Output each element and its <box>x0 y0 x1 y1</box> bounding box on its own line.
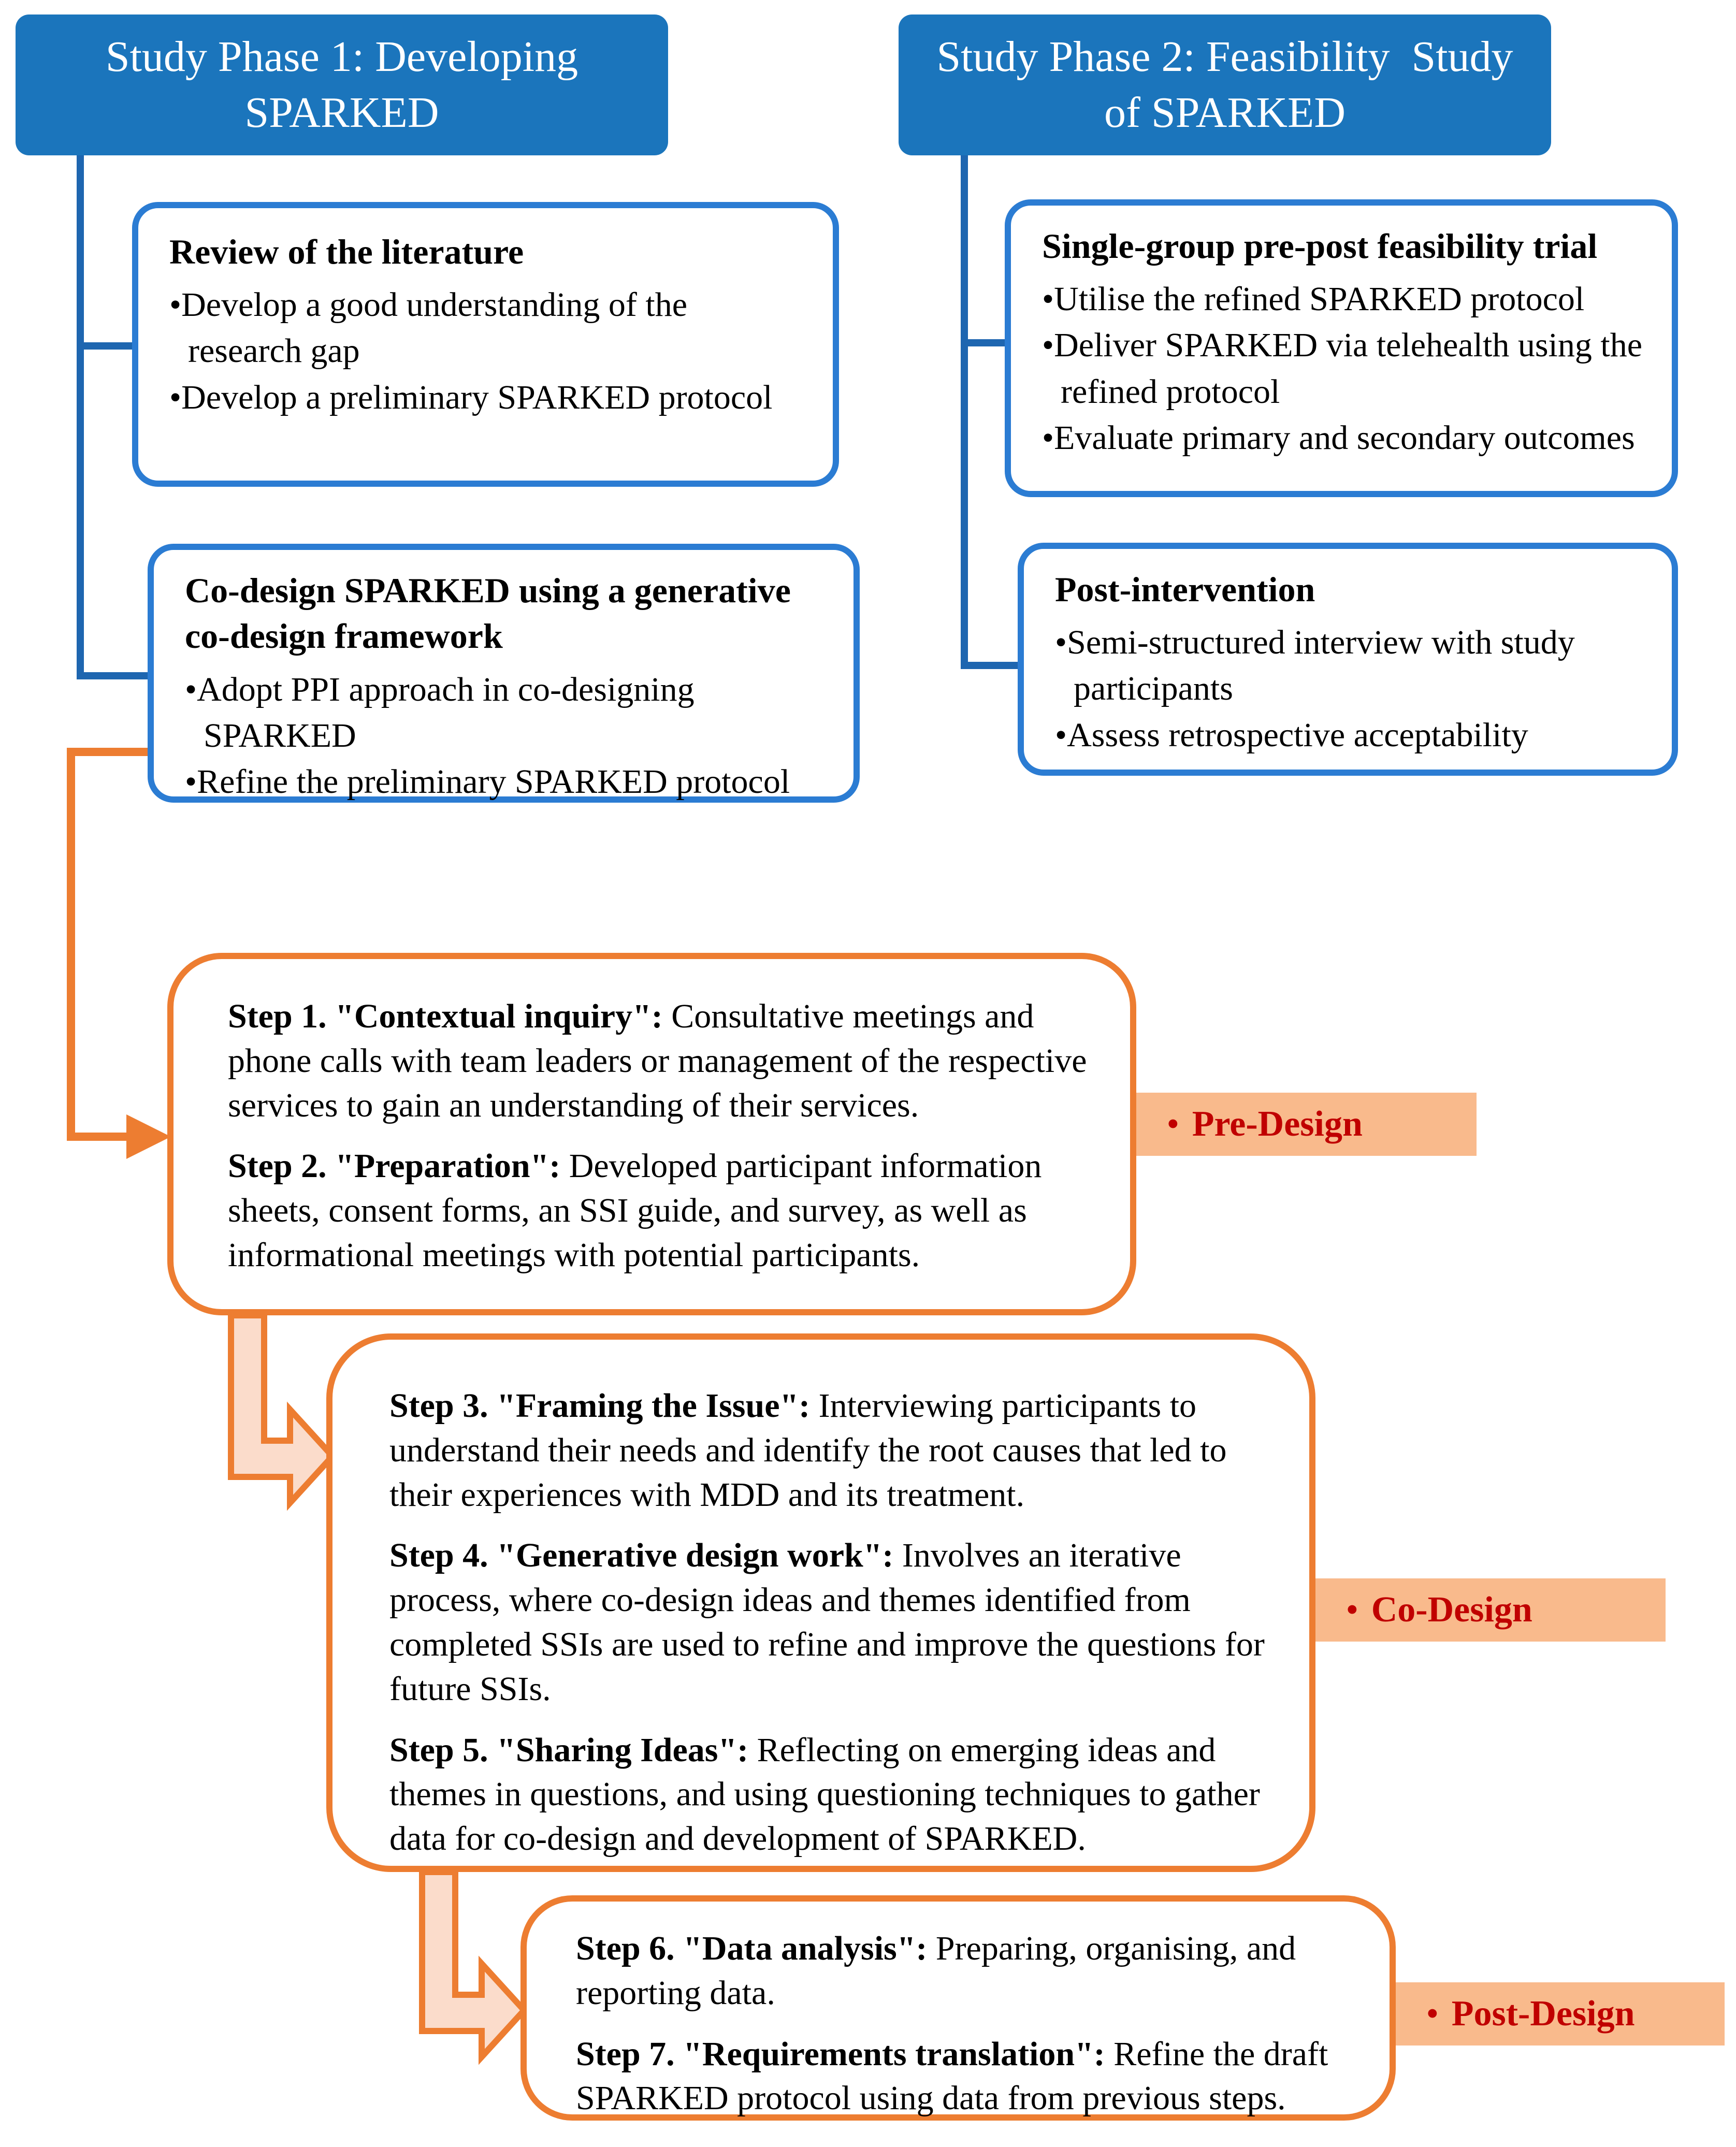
bullet-item <box>185 666 830 759</box>
step-label: Step 7. "Requirements translation": <box>576 2035 1105 2073</box>
co-design-steps <box>389 1384 1281 1861</box>
co-design-label-band <box>1315 1578 1666 1642</box>
codesign-box-bullets <box>185 666 830 805</box>
bullet-item <box>1042 322 1651 414</box>
bullet-item <box>185 759 830 805</box>
feasibility-trial-box <box>1005 199 1678 497</box>
bullet-text: Assess retrospective acceptability <box>1067 716 1528 754</box>
post-design-steps-box <box>520 1895 1396 2121</box>
bullet-text: Evaluate primary and secondary outcomes <box>1054 418 1635 457</box>
phase2-header-line2: of SPARKED <box>1104 89 1346 137</box>
post-intervention-title: Post-intervention <box>1055 570 1315 609</box>
bullet-marker: • <box>169 378 182 416</box>
pre-design-label-band <box>1136 1093 1477 1156</box>
bullet-marker: • <box>1042 280 1054 318</box>
pre-design-steps-box <box>167 953 1136 1315</box>
bullet-marker: • <box>1055 716 1067 754</box>
post-intervention-bullets <box>1055 619 1651 758</box>
step-text: Involves an iterative process, where co-design ideas and themes identified from completed SSIs are used to refine and improve the questions for future SSIs. <box>389 1536 1265 1708</box>
co-design-steps-box <box>326 1333 1315 1872</box>
codesign-to-predesign-connector <box>71 752 153 1137</box>
bullet-text: Adopt PPI approach in co-designing SPARKED <box>197 670 695 755</box>
bullet-marker: • <box>185 670 197 708</box>
predesign-to-codesign-block-arrow-icon <box>231 1315 332 1503</box>
bullet-text: Semi-structured interview with study participants <box>1067 623 1575 708</box>
bullet-item <box>1042 276 1651 322</box>
post-intervention-box <box>1018 543 1678 776</box>
bullet-item <box>1042 415 1651 461</box>
step-text: Preparing, organising, and reporting data. <box>576 1930 1296 2012</box>
codesign-framework-box <box>148 544 860 803</box>
step-item <box>228 994 1102 1127</box>
step-text: Developed participant information sheets, consent forms, an SSI guide, and survey, as well as informational meetings with potential participants. <box>228 1147 1042 1274</box>
step-label: Step 2. "Preparation": <box>228 1147 561 1185</box>
bullet-marker: • <box>1042 418 1054 457</box>
review-box-bullets <box>169 282 809 420</box>
step-item <box>576 1926 1364 2015</box>
step-label: Step 6. "Data analysis": <box>576 1930 928 1967</box>
bullet-marker: • <box>1055 623 1067 662</box>
bullet-text: Develop a good understanding of the research gap <box>181 286 688 370</box>
phase1-header-line1: Study Phase 1: Developing <box>105 33 578 81</box>
bullet-item <box>1055 712 1651 758</box>
phase2-header <box>899 14 1551 155</box>
step-text: Consultative meetings and phone calls with team leaders or management of the respective services to gain an understanding of their services. <box>228 997 1087 1124</box>
bullet-text: Refine the preliminary SPARKED protocol <box>197 762 790 801</box>
step-label: Step 4. "Generative design work": <box>389 1536 894 1575</box>
bullet-text: Deliver SPARKED via telehealth using the refined protocol <box>1054 326 1642 411</box>
step-label: Step 3. "Framing the Issue": <box>389 1387 811 1425</box>
post-design-label: Post-Design <box>1451 1994 1635 2034</box>
bullet-marker: • <box>1042 326 1054 365</box>
step-item <box>389 1384 1281 1517</box>
feasibility-trial-title: Single-group pre-post feasibility trial <box>1042 226 1598 266</box>
step-label: Step 1. "Contextual inquiry": <box>228 997 663 1035</box>
step-item <box>228 1144 1102 1277</box>
step-label: Step 5. "Sharing Ideas": <box>389 1731 749 1769</box>
review-of-literature-box <box>132 202 839 487</box>
bullet-text: Utilise the refined SPARKED protocol <box>1054 280 1585 318</box>
co-design-label: Co-Design <box>1371 1590 1532 1630</box>
pre-design-label: Pre-Design <box>1192 1104 1363 1144</box>
codesign-to-postdesign-block-arrow-icon <box>422 1872 524 2057</box>
bullet-item <box>169 374 809 420</box>
step-text: Interviewing participants to understand their needs and identify the root causes that led to their experiences with MDD and its treatment. <box>389 1387 1227 1514</box>
step-text: Refine the draft SPARKED protocol using data from previous steps. <box>576 2035 1328 2117</box>
bullet-item <box>169 282 809 374</box>
post-design-bullet-marker: • <box>1427 1996 1438 2032</box>
phase1-header-line2: SPARKED <box>244 89 439 137</box>
review-box-title: Review of the literature <box>169 232 524 271</box>
phase2-header-line1: Study Phase 2: Feasibility Study <box>936 33 1513 81</box>
bullet-text: Develop a preliminary SPARKED protocol <box>181 378 773 416</box>
phase1-header <box>16 14 668 155</box>
feasibility-trial-bullets <box>1042 276 1651 460</box>
step-item <box>389 1533 1281 1711</box>
bullet-marker: • <box>169 286 182 324</box>
step-item <box>389 1728 1281 1861</box>
post-design-steps <box>576 1926 1364 2121</box>
pre-design-bullet-marker: • <box>1167 1106 1179 1142</box>
pre-design-steps <box>228 994 1102 1278</box>
bullet-item <box>1055 619 1651 712</box>
bullet-marker: • <box>185 762 197 801</box>
step-text: Reflecting on emerging ideas and themes in questions, and using questioning techniques to gather data for co-design and development of SPARKED. <box>389 1731 1260 1858</box>
post-design-label-band <box>1396 1982 1725 2046</box>
codesign-to-predesign-arrowhead-icon <box>126 1114 171 1159</box>
co-design-bullet-marker: • <box>1347 1592 1358 1628</box>
step-item <box>576 2032 1364 2121</box>
codesign-box-title: Co-design SPARKED using a generative co-design framework <box>185 571 791 656</box>
